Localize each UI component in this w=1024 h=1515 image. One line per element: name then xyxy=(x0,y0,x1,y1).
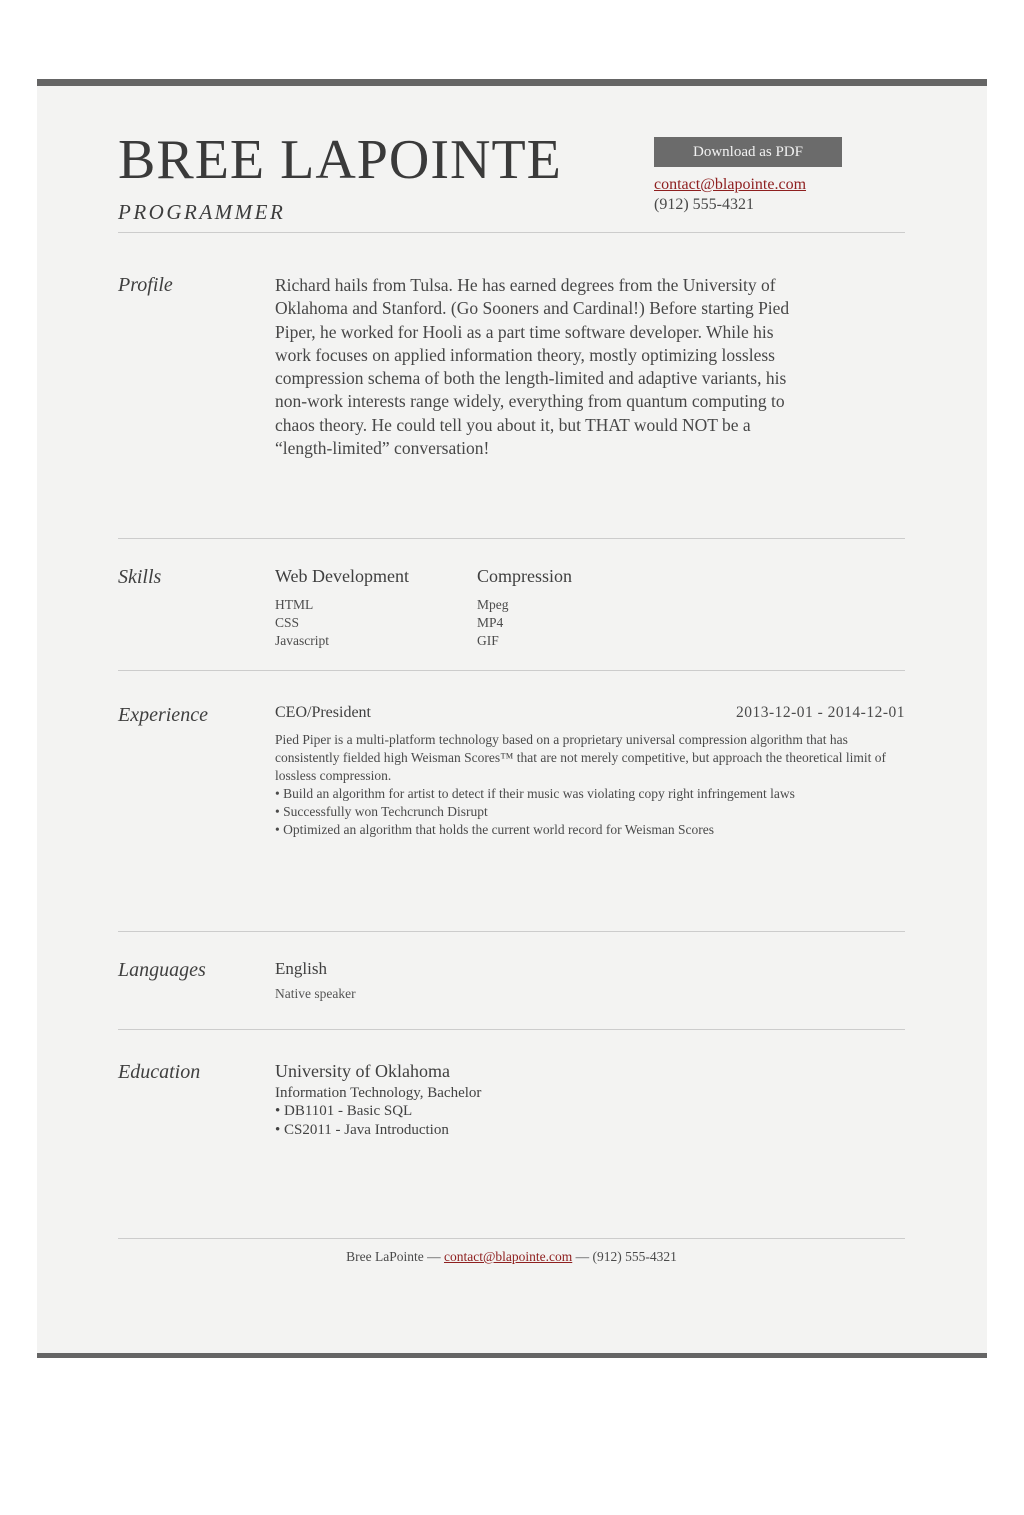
phone-number: (912) 555-4321 xyxy=(654,196,754,213)
language-name: English xyxy=(275,959,327,978)
skill-item: Javascript xyxy=(275,633,329,648)
job-dates: 2013-12-01 - 2014-12-01 xyxy=(735,704,905,721)
school-degree: Information Technology, Bachelor xyxy=(275,1085,482,1101)
job-bullet: • Build an algorithm for artist to detect if their music was violating copy right infringement laws xyxy=(275,785,905,803)
skill-item: GIF xyxy=(477,633,499,648)
header-contact xyxy=(654,132,905,232)
footer-phone: (912) 555-4321 xyxy=(592,1249,677,1264)
section-label-education: Education xyxy=(118,1061,201,1083)
skill-group-name: Compression xyxy=(477,566,573,586)
course-item: • DB1101 - Basic SQL xyxy=(275,1102,905,1121)
skill-item: Mpeg xyxy=(477,597,509,612)
experience-content xyxy=(275,704,905,931)
resume-page xyxy=(37,79,987,1358)
skill-item: CSS xyxy=(275,615,300,630)
job-bullet: • Successfully won Techcrunch Disrupt xyxy=(275,803,905,821)
skill-item: MP4 xyxy=(477,615,504,630)
skill-group-web-development xyxy=(275,566,477,670)
section-profile xyxy=(118,233,905,538)
bottom-accent-bar xyxy=(37,1353,987,1358)
footer-separator: — xyxy=(575,1249,590,1264)
skill-item: HTML xyxy=(275,597,314,612)
top-accent-bar xyxy=(37,79,987,86)
profile-text: Richard hails from Tulsa. He has earned degrees from the University of Oklahoma and Stanford. (Go Sooners and Cardinal!) Before starting Pied Piper, he worked for Hooli as a part time software developer. While his work focuses on applied information theory, mostly optimizing lossless compression schema of both the length-limited and adaptive variants, his non-work interests range widely, everything from quantum computing to chaos theory. He could tell you about it, but THAT would NOT be a “length-limited” conversation! xyxy=(275,275,790,459)
job-description xyxy=(275,731,905,839)
footer-email-link[interactable]: contact@blapointe.com xyxy=(443,1249,573,1264)
section-languages xyxy=(118,932,905,1029)
skills-content xyxy=(275,566,905,670)
profile-content xyxy=(275,274,905,538)
section-label-profile: Profile xyxy=(118,274,173,296)
school-name: University of Oklahoma xyxy=(275,1061,450,1081)
job-bullet: • Optimized an algorithm that holds the current world record for Weisman Scores xyxy=(275,821,905,839)
header xyxy=(118,86,905,232)
footer xyxy=(118,1239,905,1265)
section-label-experience: Experience xyxy=(118,704,208,726)
section-education xyxy=(118,1030,905,1238)
page-title: BREE LAPOINTE xyxy=(118,129,562,191)
job-title: CEO/President xyxy=(275,704,371,721)
page-subtitle: PROGRAMMER xyxy=(118,200,286,224)
footer-name: Bree LaPointe xyxy=(346,1249,424,1264)
download-pdf-button[interactable]: Download as PDF xyxy=(654,137,842,167)
skill-group-compression xyxy=(477,566,679,670)
section-label-languages: Languages xyxy=(118,959,206,981)
job-summary: Pied Piper is a multi-platform technology based on a proprietary universal compression algorithm that has consistently fielded high Weisman Scores™ that are not merely competitive, but approach the theoretical limit of lossless compression. xyxy=(275,732,886,783)
language-level: Native speaker xyxy=(275,986,356,1001)
languages-content xyxy=(275,959,905,1029)
skill-items xyxy=(477,596,679,650)
footer-separator: — xyxy=(427,1249,441,1264)
section-label-skills: Skills xyxy=(118,566,162,588)
email-link[interactable]: contact@blapointe.com xyxy=(654,176,807,193)
section-experience xyxy=(118,671,905,931)
header-identity xyxy=(118,129,562,232)
skill-items xyxy=(275,596,477,650)
section-skills xyxy=(118,539,905,670)
resume-sheet xyxy=(37,86,987,1353)
course-item: • CS2011 - Java Introduction xyxy=(275,1121,905,1140)
job-header xyxy=(275,704,905,722)
education-content xyxy=(275,1061,905,1238)
skill-group-name: Web Development xyxy=(275,566,410,586)
